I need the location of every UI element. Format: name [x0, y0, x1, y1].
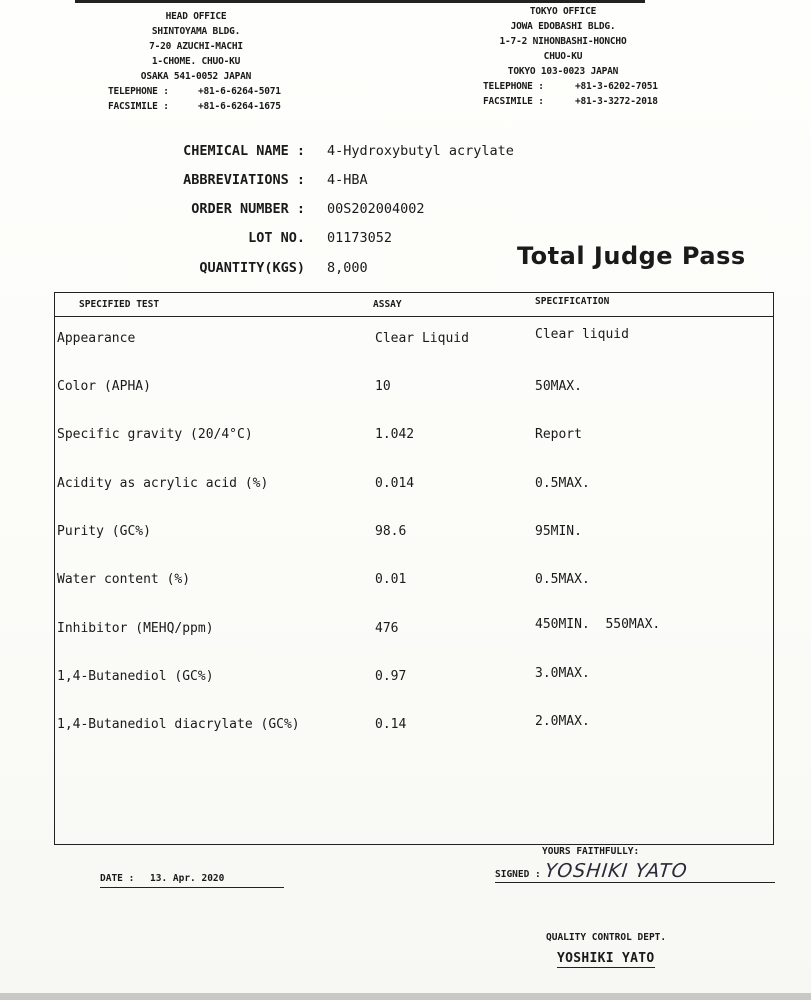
test-name: Inhibitor (MEHQ/ppm) [57, 621, 214, 636]
specification-value: 50MAX. [535, 379, 582, 394]
assay-value: 10 [375, 379, 391, 394]
scan-edge-shadow [0, 993, 811, 1000]
test-name: Purity (GC%) [57, 524, 151, 539]
head-office-telephone-row [108, 84, 308, 99]
lot-number-label: LOT NO. [248, 230, 305, 246]
head-office-facsimile: +81-6-6264-1675 [198, 101, 281, 112]
table-row [55, 424, 773, 446]
tokyo-office-address-line: JOWA EDOBASHI BLDG. [510, 21, 616, 32]
test-name: 1,4-Butanediol diacrylate (GC%) [57, 717, 300, 732]
header-specification: SPECIFICATION [535, 296, 610, 307]
tokyo-office-facsimile: +81-3-3272-2018 [575, 96, 658, 107]
head-office-title: HEAD OFFICE [165, 11, 227, 22]
specification-value: 450MIN. 550MAX. [535, 617, 661, 632]
facsimile-label: FACSIMILE : [108, 101, 169, 112]
specification-value: 2.0MAX. [535, 714, 590, 729]
abbreviations-label: ABBREVIATIONS : [183, 172, 305, 188]
table-header [55, 293, 773, 317]
order-number-value: 00S202004002 [327, 201, 425, 217]
specification-value: Report [535, 427, 582, 442]
head-office-telephone: +81-6-6264-5071 [198, 86, 281, 97]
signature-line [495, 858, 775, 883]
closing-text: YOURS FAITHFULLY: [542, 846, 640, 857]
test-results-table [54, 292, 774, 845]
test-name: Specific gravity (20/4°C) [57, 427, 253, 442]
specification-value: Clear liquid [535, 327, 629, 342]
head-office-facsimile-row [108, 99, 308, 114]
date-label: DATE : [100, 873, 135, 884]
test-name: Color (APHA) [57, 379, 151, 394]
tokyo-office-telephone-row [483, 79, 673, 94]
head-office-address-line: 7-20 AZUCHI-MACHI [149, 41, 243, 52]
specification-value: 0.5MAX. [535, 572, 590, 587]
tokyo-office-facsimile-row [483, 94, 673, 109]
assay-value: 476 [375, 621, 399, 636]
total-judge-verdict: Total Judge Pass [517, 242, 746, 270]
head-office-address-line: 1-CHOME. CHUO-KU [151, 56, 241, 67]
lot-number-value: 01173052 [327, 230, 393, 246]
assay-value: 1.042 [375, 427, 415, 442]
signatory-name: YOSHIKI YATO [557, 951, 655, 966]
table-row [55, 569, 773, 591]
quantity-label: QUANTITY(KGS) [199, 260, 305, 276]
chemical-name-label: CHEMICAL NAME : [183, 143, 305, 159]
table-row [55, 666, 773, 688]
tokyo-office-address-line: CHUO-KU [543, 51, 583, 62]
test-name: Appearance [57, 331, 136, 346]
specification-value: 95MIN. [535, 524, 582, 539]
assay-value: 0.97 [375, 669, 407, 684]
tokyo-office-address-line: TOKYO 103-0023 JAPAN [507, 66, 619, 77]
test-name: Water content (%) [57, 572, 191, 587]
order-number-label: ORDER NUMBER : [191, 201, 305, 217]
telephone-label: TELEPHONE : [483, 81, 544, 92]
assay-value: Clear Liquid [375, 331, 469, 346]
head-office-address [108, 9, 308, 114]
abbreviations-value: 4-HBA [327, 172, 368, 188]
table-row [55, 328, 773, 350]
table-row [55, 376, 773, 398]
specification-value: 0.5MAX. [535, 476, 590, 491]
tokyo-office-address [483, 4, 673, 109]
tokyo-office-telephone: +81-3-6202-7051 [575, 81, 658, 92]
facsimile-label: FACSIMILE : [483, 96, 544, 107]
header-specified-test: SPECIFIED TEST [79, 299, 160, 310]
tokyo-office-title: TOKYO OFFICE [529, 6, 597, 17]
handwritten-signature: YOSHIKI YATO [543, 860, 689, 882]
test-name: 1,4-Butanediol (GC%) [57, 669, 214, 684]
date-value: 13. Apr. 2020 [150, 873, 225, 884]
table-row [55, 473, 773, 495]
head-office-address-line: OSAKA 541-0052 JAPAN [140, 71, 252, 82]
table-row [55, 714, 773, 736]
table-row [55, 521, 773, 543]
assay-value: 0.14 [375, 717, 407, 732]
top-rule [75, 0, 645, 3]
assay-value: 98.6 [375, 524, 407, 539]
head-office-address-line: SHINTOYAMA BLDG. [151, 26, 241, 37]
signed-label: SIGNED : [495, 869, 541, 880]
quantity-value: 8,000 [327, 260, 368, 276]
date-line [100, 872, 284, 888]
assay-value: 0.01 [375, 572, 407, 587]
department-name: QUALITY CONTROL DEPT. [546, 932, 667, 943]
tokyo-office-address-line: 1-7-2 NIHONBASHI-HONCHO [499, 36, 627, 47]
header-assay: ASSAY [373, 299, 402, 310]
table-row [55, 618, 773, 640]
specification-value: 3.0MAX. [535, 666, 590, 681]
chemical-name-value: 4-Hydroxybutyl acrylate [327, 143, 514, 159]
telephone-label: TELEPHONE : [108, 86, 169, 97]
assay-value: 0.014 [375, 476, 415, 491]
test-name: Acidity as acrylic acid (%) [57, 476, 269, 491]
